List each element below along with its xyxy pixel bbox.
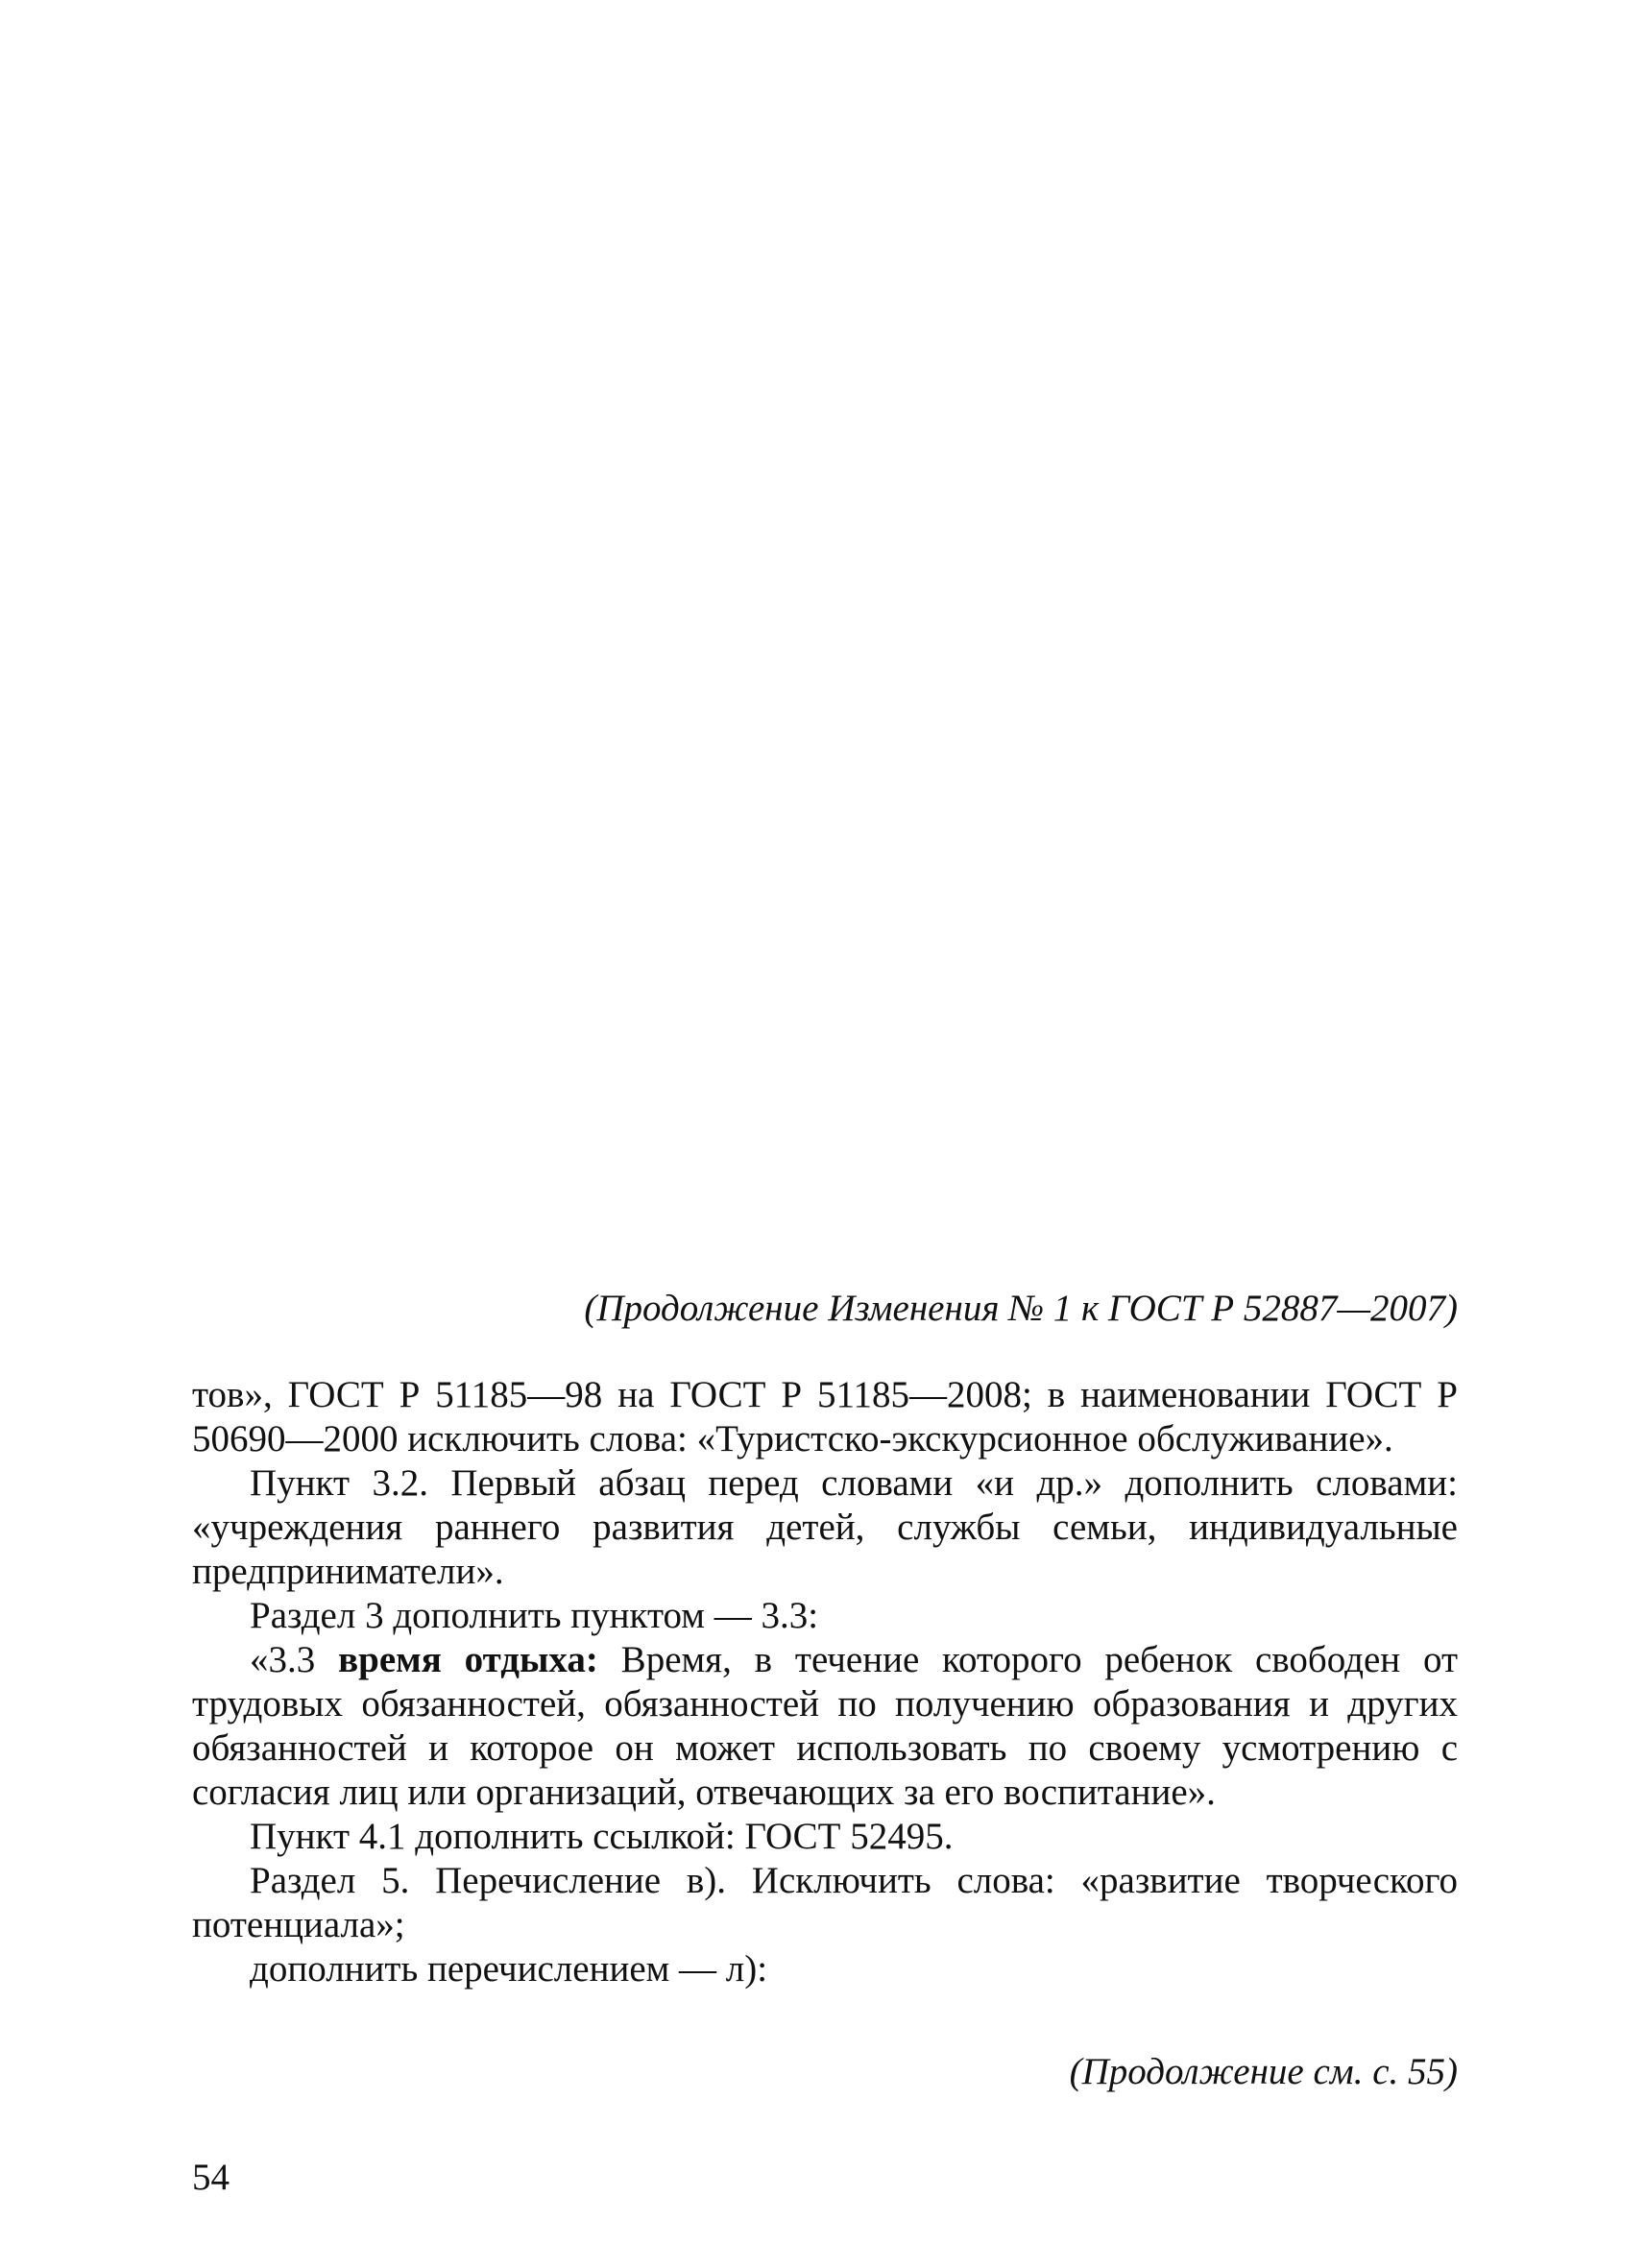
defined-term: время отдыха: [338, 1639, 598, 1680]
continuation-footer: (Продолжение см. с. 55) [1069, 2051, 1458, 2092]
definition-number: «3.3 [250, 1639, 339, 1680]
paragraph-3: Раздел 3 дополнить пунктом — 3.3: [250, 1595, 819, 1636]
paragraph-7: дополнить перечислением — л): [250, 1948, 768, 1990]
document-body [192, 1373, 1458, 1991]
paragraph-5: Пункт 4.1 дополнить ссылкой: ГОСТ 52495. [250, 1816, 954, 1857]
continuation-header: (Продолжение Изменения № 1 к ГОСТ Р 52887—2007) [584, 1288, 1458, 1329]
definition-text: Время, в течение которого ребенок свободен от трудовых обязанностей, обязанностей по получению образования и других обязанностей и которое он может использовать по своему усмотрению с согласия лиц или организаций, отвечающих за его воспитание». [192, 1639, 1458, 1813]
paragraph-2: Пункт 3.2. Первый абзац перед словами «и др.» дополнить словами: «учреждения раннего развития детей, службы семьи, индивидуальные предприниматели». [192, 1462, 1458, 1592]
paragraph-1: тов», ГОСТ Р 51185—98 на ГОСТ Р 51185—2008; в наименовании ГОСТ Р 50690—2000 исключить слова: «Туристско-экскурсионное обслуживание». [192, 1374, 1458, 1460]
paragraph-4-definition [192, 1638, 1458, 1815]
page-number: 54 [192, 2157, 230, 2198]
paragraph-6: Раздел 5. Перечисление в). Исключить слова: «развитие творческого потенциала»; [192, 1860, 1458, 1945]
